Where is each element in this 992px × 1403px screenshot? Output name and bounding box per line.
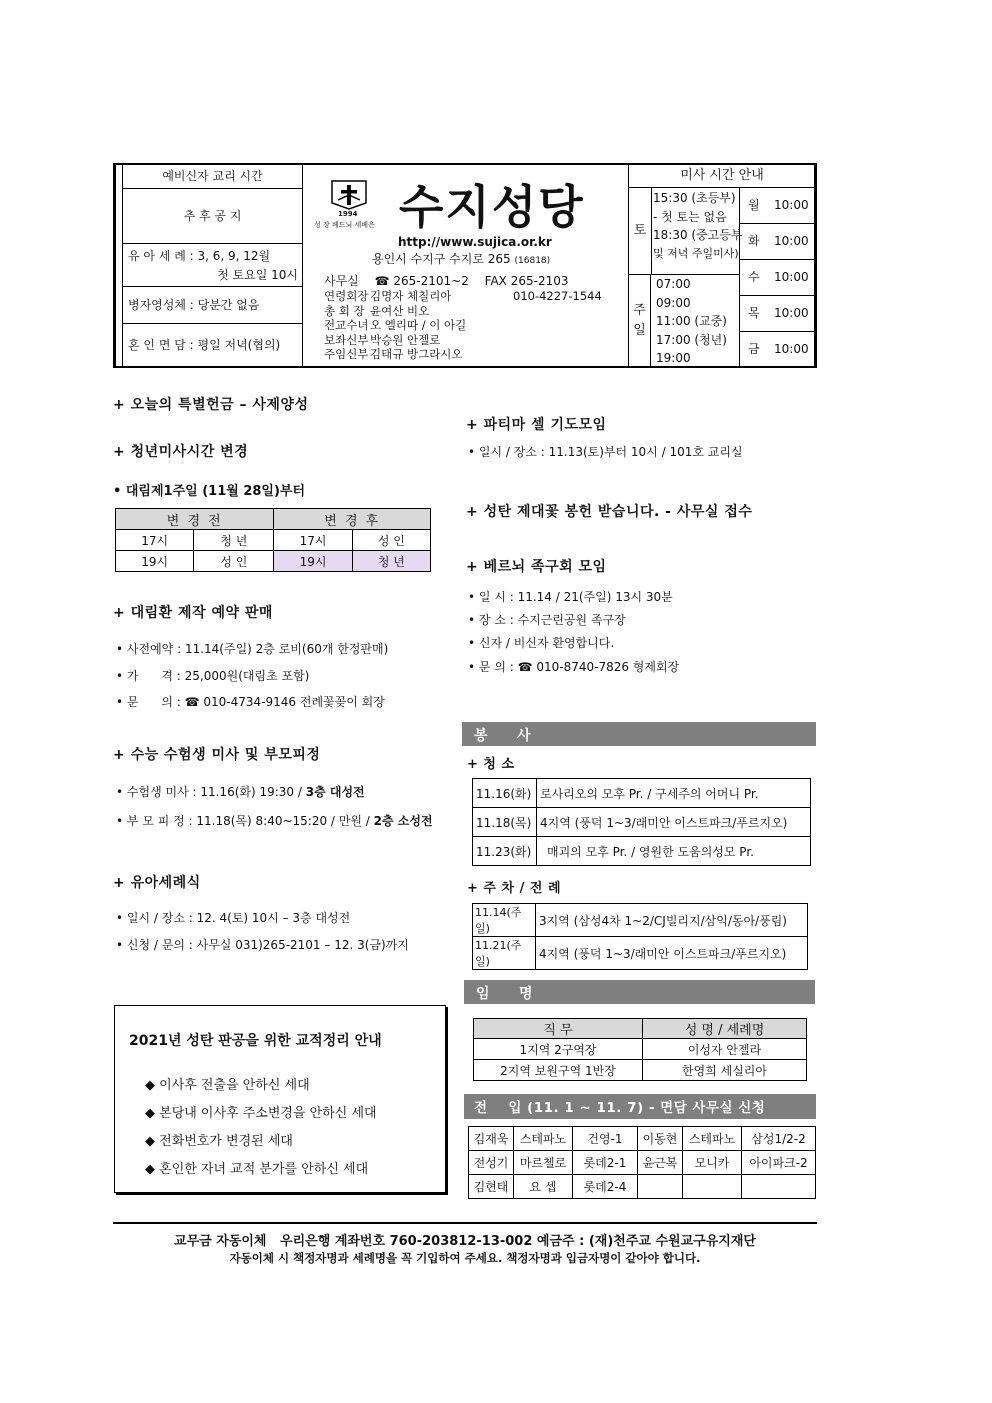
footer-note: 자동이체 시 책정자명과 세례명을 꼭 기입하여 주세요. 책정자명과 입금자명이 같아야 합니다. (229, 1251, 701, 1265)
youth-mass-from: • 대림제1주일 (11월 28일)부터 (113, 484, 306, 499)
infant-baptism-info (123, 244, 302, 287)
weekday-thu: 목 10:00 (739, 296, 816, 332)
parish-logo (314, 173, 378, 231)
office-contact (324, 272, 569, 289)
registry-notice-item: ◆ 본당내 이사후 주소변경을 안하신 세대 (145, 1106, 377, 1121)
infant-baptism-line1: 유 아 세 례 : 3, 6, 9, 12월 (128, 249, 271, 263)
infant-item: • 일시 / 장소 : 12. 4(토) 10시 – 3층 대성전 (116, 909, 350, 926)
weekday-mon: 월 10:00 (739, 188, 816, 224)
logo-caption: 성 장 베드뇌 세베은 (314, 221, 375, 229)
header-left-info (122, 165, 303, 366)
sick-communion-info: 병자영성체 : 당분간 없음 (123, 287, 302, 324)
registry-notice-title: 2021년 성탄 판공을 위한 교적정리 안내 (129, 1033, 382, 1049)
office-label: 사무실 (324, 274, 359, 288)
service-header: 봉 사 (462, 722, 816, 746)
staff-row: 연령회장 김명자 체칠리아 010-4227-1544 (324, 289, 602, 303)
office-phone: ☎ 265-2101~2 (374, 274, 469, 288)
table-row: 19시 성 인 19시 청 년 (116, 551, 431, 572)
marriage-interview-info: 혼 인 면 담 : 평일 저녁(협의) (128, 338, 281, 352)
appoint-header: 임 명 (464, 980, 815, 1004)
registry-notice-item: ◆ 이사후 전출을 안하신 세대 (145, 1078, 310, 1093)
parish-title: 수지성당 (399, 180, 585, 234)
footvolley-item: • 장 소 : 수지근린공원 족구장 (468, 611, 626, 628)
staff-row: 총 회 장 윤여산 비오 (324, 303, 430, 318)
footer-divider (113, 1222, 817, 1224)
parking-table (472, 903, 808, 970)
weekday-fri: 금 10:00 (739, 332, 816, 366)
staff-row: 전교수녀 오 엘리따 / 이 아길 (324, 318, 467, 332)
appoint-table: 직 무 성 명 / 세례명 1지역 2구역장 이성자 안젤라 2지역 보원구역 1반장 한영희 세실리아 (473, 1018, 807, 1081)
weekday-tue: 화 10:00 (739, 224, 816, 260)
saturday-label: 토 (629, 188, 652, 275)
registry-notice-box (114, 1005, 446, 1193)
youth-mass-heading: + 청년미사시간 변경 (113, 444, 249, 460)
staff-row: 보좌신부 박승원 안젤로 (324, 332, 441, 347)
after-header: 변 경 후 (274, 509, 431, 530)
table-row: 11.21(주일) 4지역 (풍덕 1~3/래미안 이스트파크/푸르지오) (473, 937, 808, 970)
parish-url[interactable]: http://www.sujica.or.kr (398, 235, 552, 249)
footvolley-item: • 문 의 : ☎ 010-8740-7826 형제회장 (468, 658, 679, 675)
mass-times-title: 미사 시간 안내 (629, 165, 815, 188)
exam-item: • 수험생 미사 : 11.16(화) 19:30 / 3층 대성전 (116, 783, 365, 800)
table-row: 11.23(화) 매괴의 모후 Pr. / 영원한 도움의성모 Pr. (473, 837, 811, 866)
logo-year: 1994 (338, 210, 358, 218)
sunday-times: 07:00 09:00 11:00 (교중) 17:00 (청년) 19:00 (656, 277, 727, 365)
header-box (113, 163, 817, 368)
fatima-item: • 일시 / 장소 : 11.13(토)부터 10시 / 101호 교리실 (468, 443, 743, 460)
transfer-header: 전 입 (11. 1 ~ 11. 7) - 면담 사무실 신청 (464, 1094, 816, 1119)
staff-list (324, 289, 602, 362)
infant-item: • 신청 / 문의 : 사무실 031)265-2101 – 12. 3(금)까지 (116, 936, 409, 953)
fatima-heading: + 파티마 셀 기도모임 (466, 417, 607, 433)
youth-mass-table (115, 508, 431, 572)
footvolley-item: • 일 시 : 11.14 / 21(주일) 13시 30분 (468, 588, 673, 605)
header-center (302, 165, 628, 366)
footvolley-heading: + 베르뇌 족구회 모임 (466, 559, 607, 575)
sunday-label: 주일 (629, 275, 651, 366)
mass-times (628, 165, 815, 366)
before-header: 변 경 전 (116, 509, 274, 530)
wreath-item: • 사전예약 : 11.14(주일) 2층 로비(60개 한정판매) (116, 640, 388, 657)
catechism-title: 예비신자 교리 시간 (123, 165, 302, 189)
weekday-wed: 수 10:00 (739, 260, 816, 296)
cleaning-table (472, 778, 811, 866)
table-row: 전성기 마르첼로 롯데2-1 윤근복 모니카 아이파크-2 (469, 1151, 816, 1175)
exam-heading: + 수능 수험생 미사 및 부모피정 (113, 747, 321, 763)
footvolley-item: • 신자 / 비신자 환영합니다. (468, 634, 614, 651)
special-offering-heading: + 오늘의 특별헌금 – 사제양성 (113, 397, 309, 413)
zip-code: (16818) (514, 256, 551, 266)
infant-heading: + 유아세례식 (113, 875, 201, 891)
table-row: 17시 청 년 17시 성 인 (116, 530, 431, 551)
table-row: 2지역 보원구역 1반장 한영희 세실리아 (474, 1060, 807, 1081)
table-row: 김현태 요 셉 롯데2-4 (469, 1175, 816, 1199)
saturday-times: 15:30 (초등부) - 첫 토는 없음 18:30 (중고등부 및 저녁 주일미사) (653, 191, 743, 260)
registry-notice-item: ◆ 혼인한 자녀 교적 분가를 안하신 세대 (145, 1162, 369, 1177)
table-row: 11.18(목) 4지역 (풍덕 1~3/래미안 이스트파크/푸르지오) (473, 808, 811, 837)
table-row: 11.16(화) 로사리오의 모후 Pr. / 구세주의 어머니 Pr. (473, 779, 811, 808)
address-text: 용인시 수지구 수지로 265 (372, 252, 511, 266)
exam-item: • 부 모 피 정 : 11.18(목) 8:40~15:20 / 만원 / 2층 소성전 (116, 812, 433, 829)
catechism-notice: 추 후 공 지 (123, 189, 302, 244)
wreath-item: • 문 의 : ☎ 010-4734-9146 전례꽃꽂이 회장 (116, 693, 385, 710)
wreath-item: • 가 격 : 25,000원(대림초 포함) (116, 667, 309, 684)
table-row: 김재욱 스테파노 건영-1 이동현 스테파노 삼성1/2-2 (469, 1127, 816, 1151)
flower-heading: + 성탄 제대꽃 봉헌 받습니다. - 사무실 접수 (466, 504, 753, 520)
wreath-heading: + 대림환 제작 예약 판매 (113, 605, 273, 621)
parish-address (372, 250, 550, 267)
footer-account: 교무금 자동이체 우리은행 계좌번호 760-203812-13-002 예금주 : (재)천주교 수원교구유지재단 (174, 1234, 756, 1249)
table-row: 1지역 2구역장 이성자 안젤라 (474, 1039, 807, 1060)
parking-heading: + 주 차 / 전 례 (467, 881, 562, 896)
cleaning-heading: + 청 소 (467, 757, 515, 772)
staff-row: 주임신부 김태규 방그라시오 (324, 347, 463, 361)
infant-baptism-line2: 첫 토요일 10시 (217, 268, 298, 282)
transfer-table (468, 1126, 816, 1199)
table-row: 11.14(주일) 3지역 (삼성4차 1~2/CJ빌리지/삼익/동아/풍림) (473, 904, 808, 937)
fax-number: FAX 265-2103 (484, 274, 569, 288)
registry-notice-item: ◆ 전화번호가 변경된 세대 (145, 1134, 293, 1149)
